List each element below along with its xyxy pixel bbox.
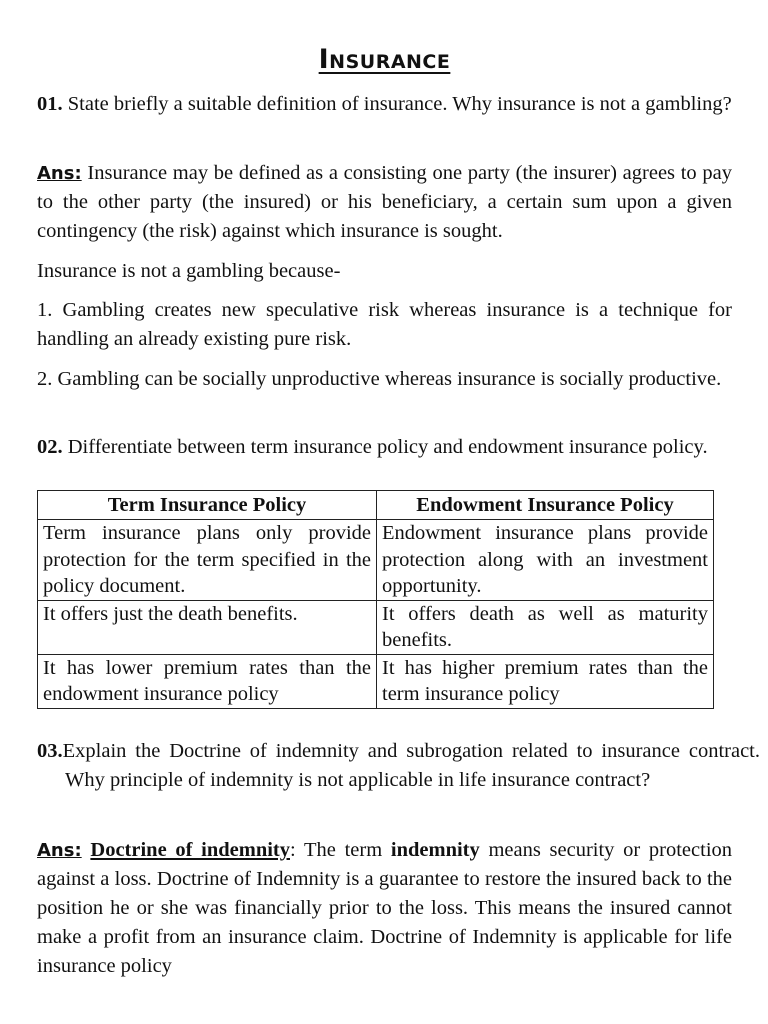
table-header-term: Term Insurance Policy: [38, 491, 377, 520]
question-2-text: Differentiate between term insurance policy and endowment insurance policy.: [67, 436, 708, 458]
question-2: [37, 433, 760, 462]
table-row: [38, 600, 714, 654]
table-row: [38, 654, 714, 708]
table-cell: Term insurance plans only provide protection for the term specified in the policy document.: [38, 520, 377, 601]
question-1-text: State briefly a suitable definition of insurance. Why insurance is not a gambling?: [67, 93, 732, 115]
table-row: [38, 520, 714, 601]
table-cell: It has lower premium rates than the endowment insurance policy: [38, 654, 377, 708]
table-cell: It offers just the death benefits.: [38, 600, 377, 654]
page-title: Insurance: [318, 44, 451, 75]
question-3: [37, 737, 760, 795]
question-3-number: 03.: [37, 740, 63, 762]
answer-3-label: Ans:: [37, 840, 82, 861]
question-1: [37, 90, 760, 119]
indemnity-term: indemnity: [390, 839, 480, 861]
table-header-endowment: Endowment Insurance Policy: [377, 491, 714, 520]
gambling-point-2: 2. Gambling can be socially unproductive whereas insurance is socially productive.: [37, 368, 722, 390]
not-gambling-intro: Insurance is not a gambling because-: [37, 260, 341, 282]
comparison-table: [37, 490, 714, 709]
answer-1: [37, 159, 732, 246]
question-1-number: 01.: [37, 93, 63, 115]
gambling-point-1: 1. Gambling creates new speculative risk whereas insurance is a technique for handling an already existing pure risk.: [37, 299, 732, 350]
table-cell: Endowment insurance plans provide protection along with an investment opportunity.: [377, 520, 714, 601]
table-cell: It offers death as well as maturity benefits.: [377, 600, 714, 654]
answer-1-text: Insurance may be defined as a consisting one party (the insurer) agrees to pay to the other party (the insured) or his beneficiary, a certain sum upon a given contingency (the risk) against which insurance is sought.: [37, 162, 732, 242]
answer-1-label: Ans:: [37, 163, 82, 184]
answer-3-text: means security or protection against a loss. Doctrine of Indemnity is a guarantee to restore the insured back to the position he or she was financially prior to the loss. This means the insured cannot make a profit from an insurance claim. Doctrine of Indemnity is applicable for life insurance policy: [37, 839, 733, 977]
answer-3: [37, 836, 732, 981]
table-cell: It has higher premium rates than the term insurance policy: [377, 654, 714, 708]
answer-3-colon: : The term: [290, 839, 391, 861]
question-3-text: Explain the Doctrine of indemnity and subrogation related to insurance contract. Why principle of indemnity is not applicable in life insurance contract?: [62, 740, 760, 791]
doctrine-of-indemnity-label: Doctrine of indemnity: [90, 839, 290, 861]
question-2-number: 02.: [37, 436, 63, 458]
table-header-row: [38, 491, 714, 520]
